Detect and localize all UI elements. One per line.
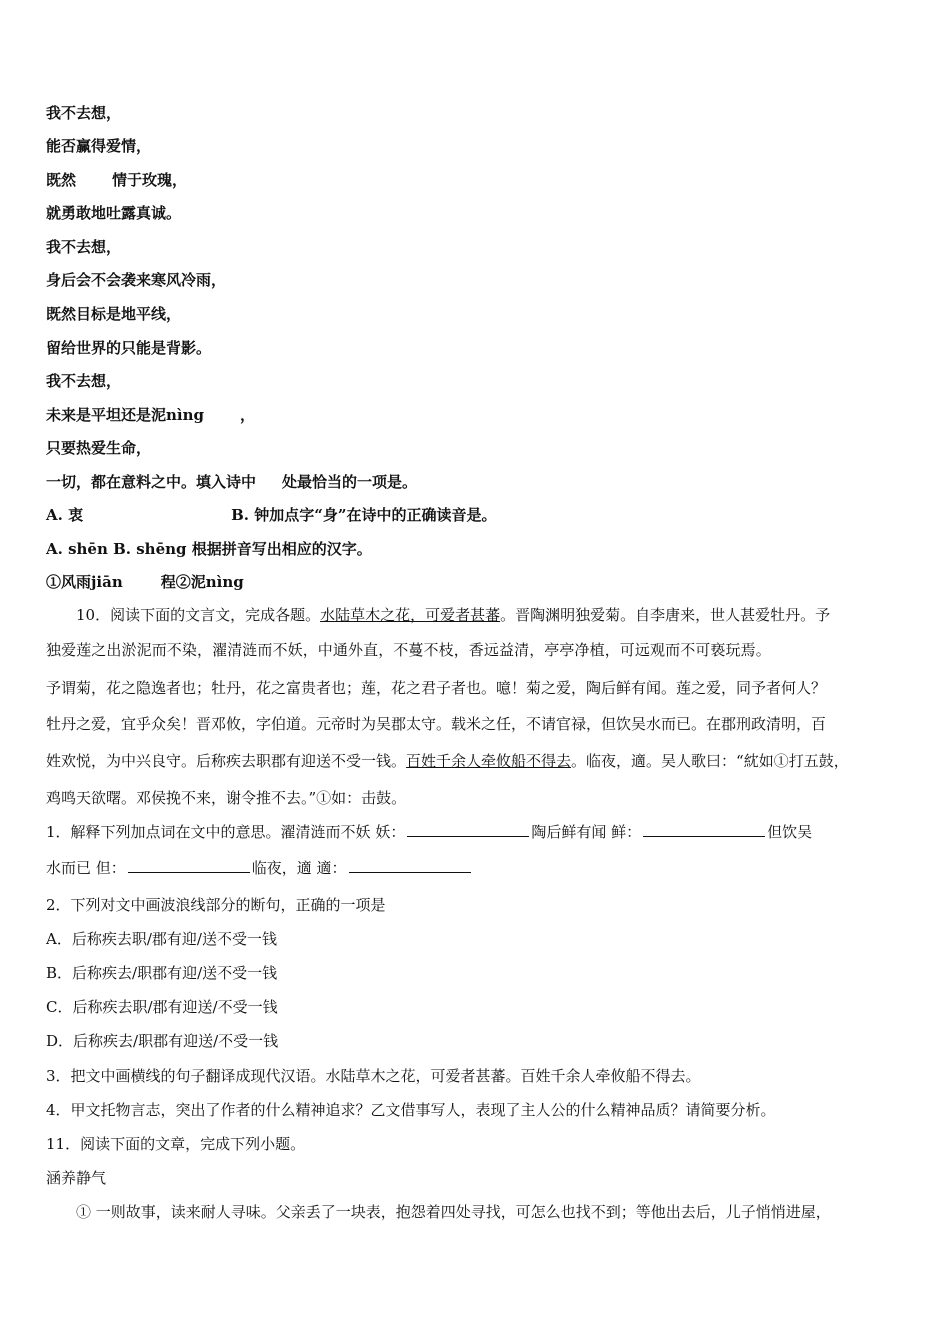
q10-question-2: 2．下列对文中画波浪线部分的断句，正确的一项是 [46,896,386,914]
q11-article-title: 涵养静气 [46,1169,107,1187]
poem-line-10-part-a: 未来是平坦还是泥nìng [46,406,204,424]
answer-blank-xian[interactable] [643,822,765,837]
q1-prompt-e: 临夜，適 適： [251,859,347,877]
q10-paragraph-1-line-2: 独爱莲之出淤泥而不染，濯清涟而不妖，中通外直，不蔓不枝，香远益清，亭亭净植，可远观而不可亵玩焉。 [46,641,771,659]
poem-line-3-part-a: 既然 [46,171,77,189]
option-a[interactable]: A．后称疾去职/郡有迎/送不受一钱 [46,930,277,948]
poem-option-line-1 [46,505,496,525]
option-line-3-part-b: 程②泥nìng [160,573,244,591]
option-a-text: A. 衷 [46,506,84,524]
q10-intro: 10．阅读下面的文言文，完成各题。 [76,606,321,624]
poem-line-3-part-b: 情于玫瑰， [112,171,188,189]
q10-question-4: 4．甲文托物言志，突出了作者的什么精神追求？乙文借事写人，表现了主人公的什么精神品质？请简要分析。 [46,1101,776,1119]
q10-question-1-line-2 [46,858,473,878]
q10-paragraph-1 [76,605,830,625]
poem-option-line-2: A. shēn B. shēng 根据拼音写出相应的汉字。 [46,540,372,558]
option-line-3-part-a: ①风雨jiān [46,573,123,591]
q10-paragraph-3: 牡丹之爱，宜乎众矣！晋邓攸，字伯道。元帝时为吴郡太守。载米之任，不请官禄，但饮吴水而已。在郡刑政清明，百 [46,715,827,733]
answer-blank-yao[interactable] [407,822,529,837]
poem-option-line-3 [46,572,244,592]
q10-question-1 [46,822,812,842]
option-b-text: B. 钟加点字“身”在诗中的正确读音是。 [231,506,497,524]
poem-line-7: 既然目标是地平线， [46,305,182,323]
option-b[interactable]: B．后称疾去/职郡有迎/送不受一钱 [46,964,278,982]
q10-underlined-sentence-2: 百姓千余人牵攸船不得去 [406,752,572,770]
q10-underlined-sentence-1: 水陆草木之花，可爱者甚蕃 [320,606,501,624]
poem-line-6: 身后会不会袭来寒风冷雨， [46,271,227,289]
q10-paragraph-4-part-b: 。临夜，適。吴人歌曰：“紞如①打五鼓， [571,752,849,770]
poem-line-3 [46,170,187,190]
poem-line-2: 能否赢得爱情， [46,137,152,155]
q10-question-3: 3．把文中画横线的句子翻译成现代汉语。水陆草木之花，可爱者甚蕃。百姓千余人牵攸船不得去。 [46,1067,701,1085]
answer-blank-dan[interactable] [128,858,250,873]
q1-prompt-b: 陶后鲜有闻 鲜： [531,823,642,841]
poem-line-4: 就勇敢地吐露真诚。 [46,204,182,222]
q10-paragraph-1-rest: 。晋陶渊明独爱菊。自李唐来，世人甚爱牡丹。予 [500,606,831,624]
q11-intro: 11．阅读下面的文章，完成下列小题。 [46,1135,306,1153]
q1-prompt-c: 但饮吴 [767,823,813,841]
q10-paragraph-4-part-a: 姓欢悦，为中兴良守。后称疾去职郡有迎送不受一钱。 [46,752,407,770]
q11-paragraph-1: ① 一则故事，读来耐人寻味。父亲丢了一块表，抱怨着四处寻找，可怎么也找不到；等他出去后，儿子悄悄进屋， [76,1203,831,1221]
answer-blank-shi[interactable] [349,858,471,873]
option-c[interactable]: C．后称疾去职/郡有迎送/不受一钱 [46,998,278,1016]
poem-line-12-part-a: 一切，都在意料之中。填入诗中 [46,473,257,491]
poem-line-11: 只要热爱生命， [46,439,152,457]
q10-paragraph-4 [46,751,849,771]
poem-line-10-part-b: ， [240,406,256,424]
q10-paragraph-2: 予谓菊，花之隐逸者也；牡丹，花之富贵者也；莲，花之君子者也。噫！菊之爱，陶后鲜有闻。莲之爱，同予者何人？ [46,679,827,697]
option-d[interactable]: D．后称疾去/职郡有迎送/不受一钱 [46,1032,279,1050]
poem-line-12 [46,472,417,492]
q10-paragraph-5: 鸡鸣天欲曙。邓侯挽不来，谢令推不去。”①如：击鼓。 [46,789,407,807]
poem-line-1: 我不去想， [46,104,122,122]
poem-line-5: 我不去想， [46,238,122,256]
poem-line-12-part-b: 处最恰当的一项是。 [282,473,418,491]
poem-line-9: 我不去想， [46,372,122,390]
poem-line-8: 留给世界的只能是背影。 [46,339,212,357]
q1-prompt-a: 1．解释下列加点词在文中的意思。濯清涟而不妖 妖： [46,823,406,841]
q1-prompt-d: 水而已 但： [46,859,126,877]
poem-line-10 [46,405,255,425]
